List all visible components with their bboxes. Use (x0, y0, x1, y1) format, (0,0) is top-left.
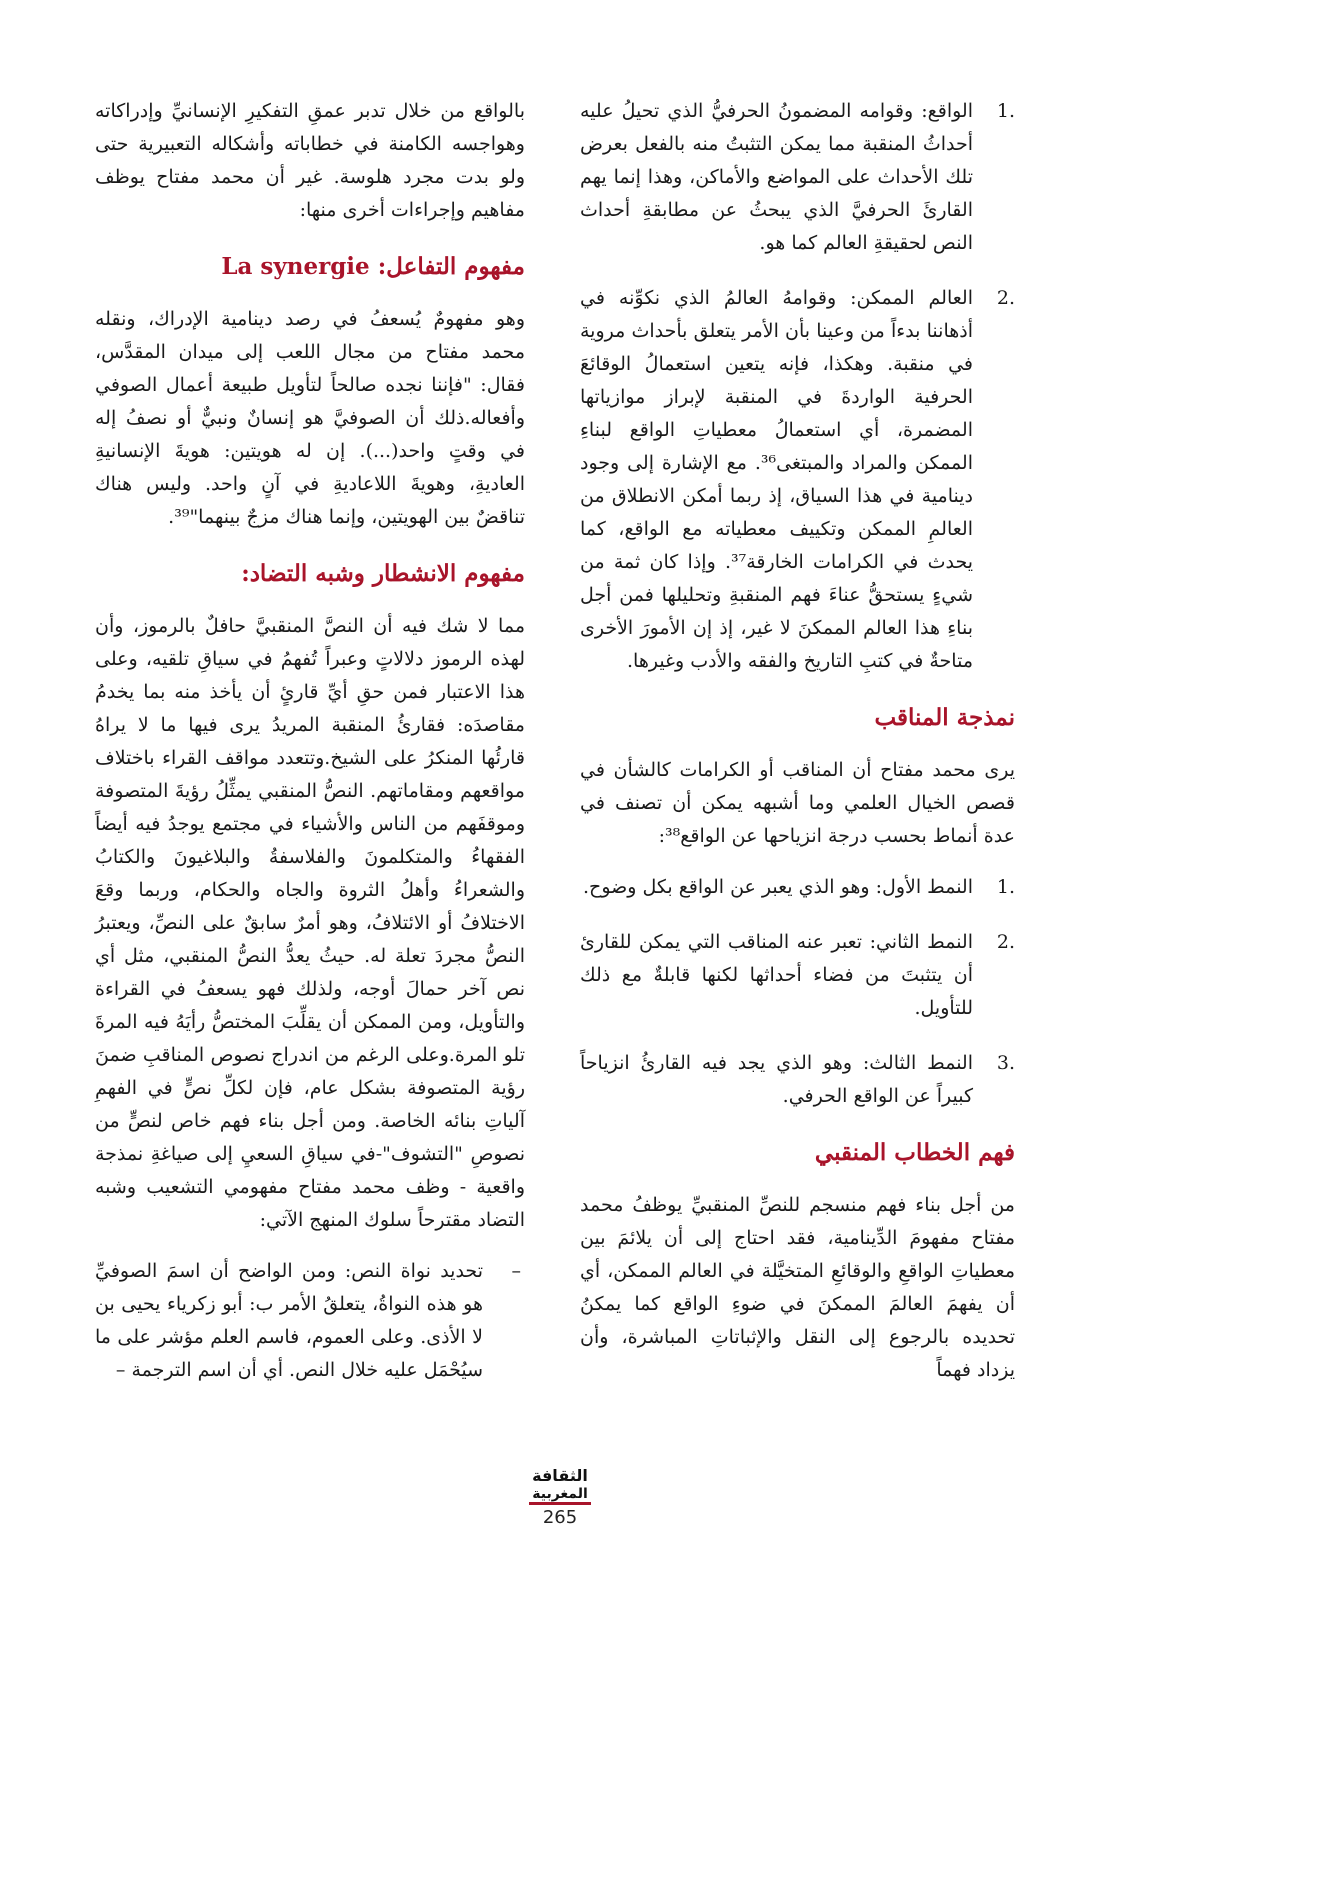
list-text: تحديد نواة النص: ومن الواضح أن اسمَ الصوفيِّ هو هذه النواةُ، يتعلقُ الأمر ب: أبو زكرياء يحيى بن لا الأذى. وعلى العموم، فاسم العلم مؤشر على ما سيُحْمَل عليه خلال النص. أي أن اسم الترجمة – (95, 1260, 483, 1381)
patterns-list (580, 871, 1015, 1113)
paragraph: بالواقع من خلال تدبر عمقِ التفكيرِ الإنسانيِّ وإدراكاته وهواجسه الكامنة في خطاباته وأشكاله التعبيرية حتى ولو بدت مجرد هلوسة. غير أن محمد مفتاح يوظف مفاهيم وإجراءات أخرى منها: (95, 100, 525, 221)
section-heading-understanding: فهم الخطاب المنقبي (814, 1139, 1015, 1166)
list-text: النمط الثالث: وهو الذي يجد فيه القارئُ انزياحاً كبيراً عن الواقع الحرفي. (580, 1052, 973, 1107)
list-number: 1. (996, 100, 1015, 122)
list-item (580, 282, 1015, 678)
dash-bullet: – (511, 1260, 521, 1282)
list-item (580, 871, 1015, 904)
paragraph: وهو مفهومٌ يُسعفُ في رصد دينامية الإدراك، ونقله محمد مفتاح من مجال اللعب إلى ميدان المقدَّس، فقال: "فإننا نجده صالحاً لتأويل طبيعة أعمال الصوفي وأفعاله.ذلك أن الصوفيَّ هو إنسانٌ ونبيٌّ أو نصفُ إله في وقتٍ واحد(...). إن له هويتين: هويةَ الإنسانيةِ العاديةِ، وهويةَ اللاعاديةِ في آنٍ واحد. وليس هناك تناقضٌ بين الهويتين، وإنما هناك مزجٌ بينهما"³⁹. (95, 308, 525, 528)
left-column (95, 95, 525, 1387)
list-item (580, 95, 1015, 260)
paragraph: من أجل بناء فهم منسجم للنصِّ المنقبيِّ يوظفُ محمد مفتاح مفهومَ الدِّينامية، فقد احتاج إلى أن يلائمَ بين معطياتِ الواقعِ والوقائعِ المتخيَّلة في العالم الممكن، أي أن يفهمَ العالمَ الممكنَ في ضوءِ الواقع كما يمكنُ تحديده بالرجوع إلى النقل والإثباتاتِ المباشرة، وأن يزداد فهماً (580, 1194, 1015, 1381)
paragraph: مما لا شك فيه أن النصَّ المنقبيَّ حافلٌ بالرموز، وأن لهذه الرموز دلالاتٍ وعبراً تُفهمُ في سياقِ تلقيه، وعلى هذا الاعتبار فمن حقِ أيِّ قارئٍ أن يأخذ منه بما يخدمُ مقاصدَه: فقارئُ المنقبة المريدُ يرى فيها ما لا يراهُ قارئُها المنكرُ على الشيخ.وتتعدد مواقف القراء باختلاف مواقعهم ومقاماتهم. النصُّ المنقبي يمثِّلُ رؤيةَ المتصوفة وموقفَهم من الناس والأشياء في مجتمع يوجدُ فيه أيضاً الفقهاءُ والمتكلمونَ والفلاسفةُ والبلاغيونَ والكتابُ والشعراءُ وأهلُ الثروة والجاه والحكام، وربما وقعَ الاختلافُ أو الائتلافُ، وهو أمرٌ سابقٌ على النصِّ، ويعتبرُ النصُّ مجردَ تعلة له. حيثُ يعدُّ النصُّ المنقبي، مثل أي نص آخر حمالَ أوجه، ولذلك فهو يسعفُ في القراءة والتأويل، ومن الممكن أن يقلِّبَ المختصُّ رأيَهُ فيه المرةَ تلو المرة.وعلى الرغم من اندراج نصوص المناقبِ ضمنَ رؤية المتصوفة بشكل عام، فإن لكلِّ نصٍّ في الفهمِ آلياتِ بنائه الخاصة. ومن أجل بناء فهم خاص لنصٍّ من نصوصِ "التشوف"-في سياقِ السعيِ إلى صياغةِ نمذجة واقعية - وظف محمد مفتاح مفهومي التشعيب وشبه التضاد مقترحاً سلوك المنهج الآتي: (95, 615, 525, 1231)
footer (505, 1462, 615, 1529)
list-text: الواقع: وقوامه المضمونُ الحرفيُّ الذي تحيلُ عليه أحداثُ المنقبة مما يمكن التثبتُ منه بالفعل بعرض تلك الأحداث على المواضع والأماكن، وهذا إنما يهم القارئَ الحرفيَّ الذي يبحثُ عن مطابقةِ أحداث النص لحقيقةِ العالم كما هو. (580, 100, 973, 254)
realities-list (580, 95, 1015, 678)
section-heading-split: مفهوم الانشطار وشبه التضاد: (241, 560, 525, 587)
page-number: 265 (542, 1507, 578, 1528)
logo-line-2: المغربية (532, 1486, 588, 1502)
magazine-logo (523, 1462, 597, 1506)
method-list (95, 1255, 525, 1387)
list-item (580, 1047, 1015, 1113)
list-text: النمط الثاني: تعبر عنه المناقب التي يمكن للقارئ أن يتثبتَ من فضاء أحداثها لكنها قابلةٌ مع ذلك للتأويل. (580, 931, 973, 1019)
list-item (95, 1255, 525, 1387)
list-text: النمط الأول: وهو الذي يعبر عن الواقع بكل وضوح. (583, 876, 973, 898)
heading-arabic: مفهوم التفاعل: (377, 253, 525, 280)
section-heading-synergy (95, 251, 525, 283)
list-number: 3. (996, 1052, 1015, 1074)
paragraph: يرى محمد مفتاح أن المناقب أو الكرامات كالشأن في قصص الخيال العلمي وما أشبهه يمكن أن تصنف في عدة أنماط بحسب درجة انزياحها عن الواقع³⁸: (580, 759, 1015, 847)
list-item (580, 926, 1015, 1025)
list-number: 1. (996, 876, 1015, 898)
list-number: 2. (996, 287, 1015, 309)
heading-french: La synergie (221, 253, 370, 280)
right-column (580, 95, 1015, 1405)
list-number: 2. (996, 931, 1015, 953)
list-text: العالم الممكن: وقوامهُ العالمُ الذي نكوِّنه في أذهاننا بدءاً من وعينا بأن الأمر يتعلق بأحداث مروية في منقبة. وهكذا، فإنه يتعين استعمالُ الوقائعَ الحرفية الواردةَ في المنقبة لإبراز موازياتها المضمرة، أي استعمالُ معطياتِ الواقع لبناءِ الممكن والمراد والمبتغى³⁶. مع الإشارة إلى وجود دينامية في هذا السياق، إذ ربما أمكن الانطلاق من العالمِ الممكن وتكييف معطياته مع الواقع، كما يحدث في الكرامات الخارقة³⁷. وإذا كان ثمة من شيءٍ يستحقُّ عناءَ فهم المنقبةِ وتحليلها فمن أجل بناءِ هذا العالم الممكنَ لا غير، إذ إن الأمورَ الأخرى متاحةٌ في كتبِ التاريخ والفقه والأدب وغيرها. (580, 287, 973, 672)
section-heading-modeling: نمذجة المناقب (874, 704, 1015, 731)
logo-line-1: الثقافة (532, 1466, 588, 1485)
